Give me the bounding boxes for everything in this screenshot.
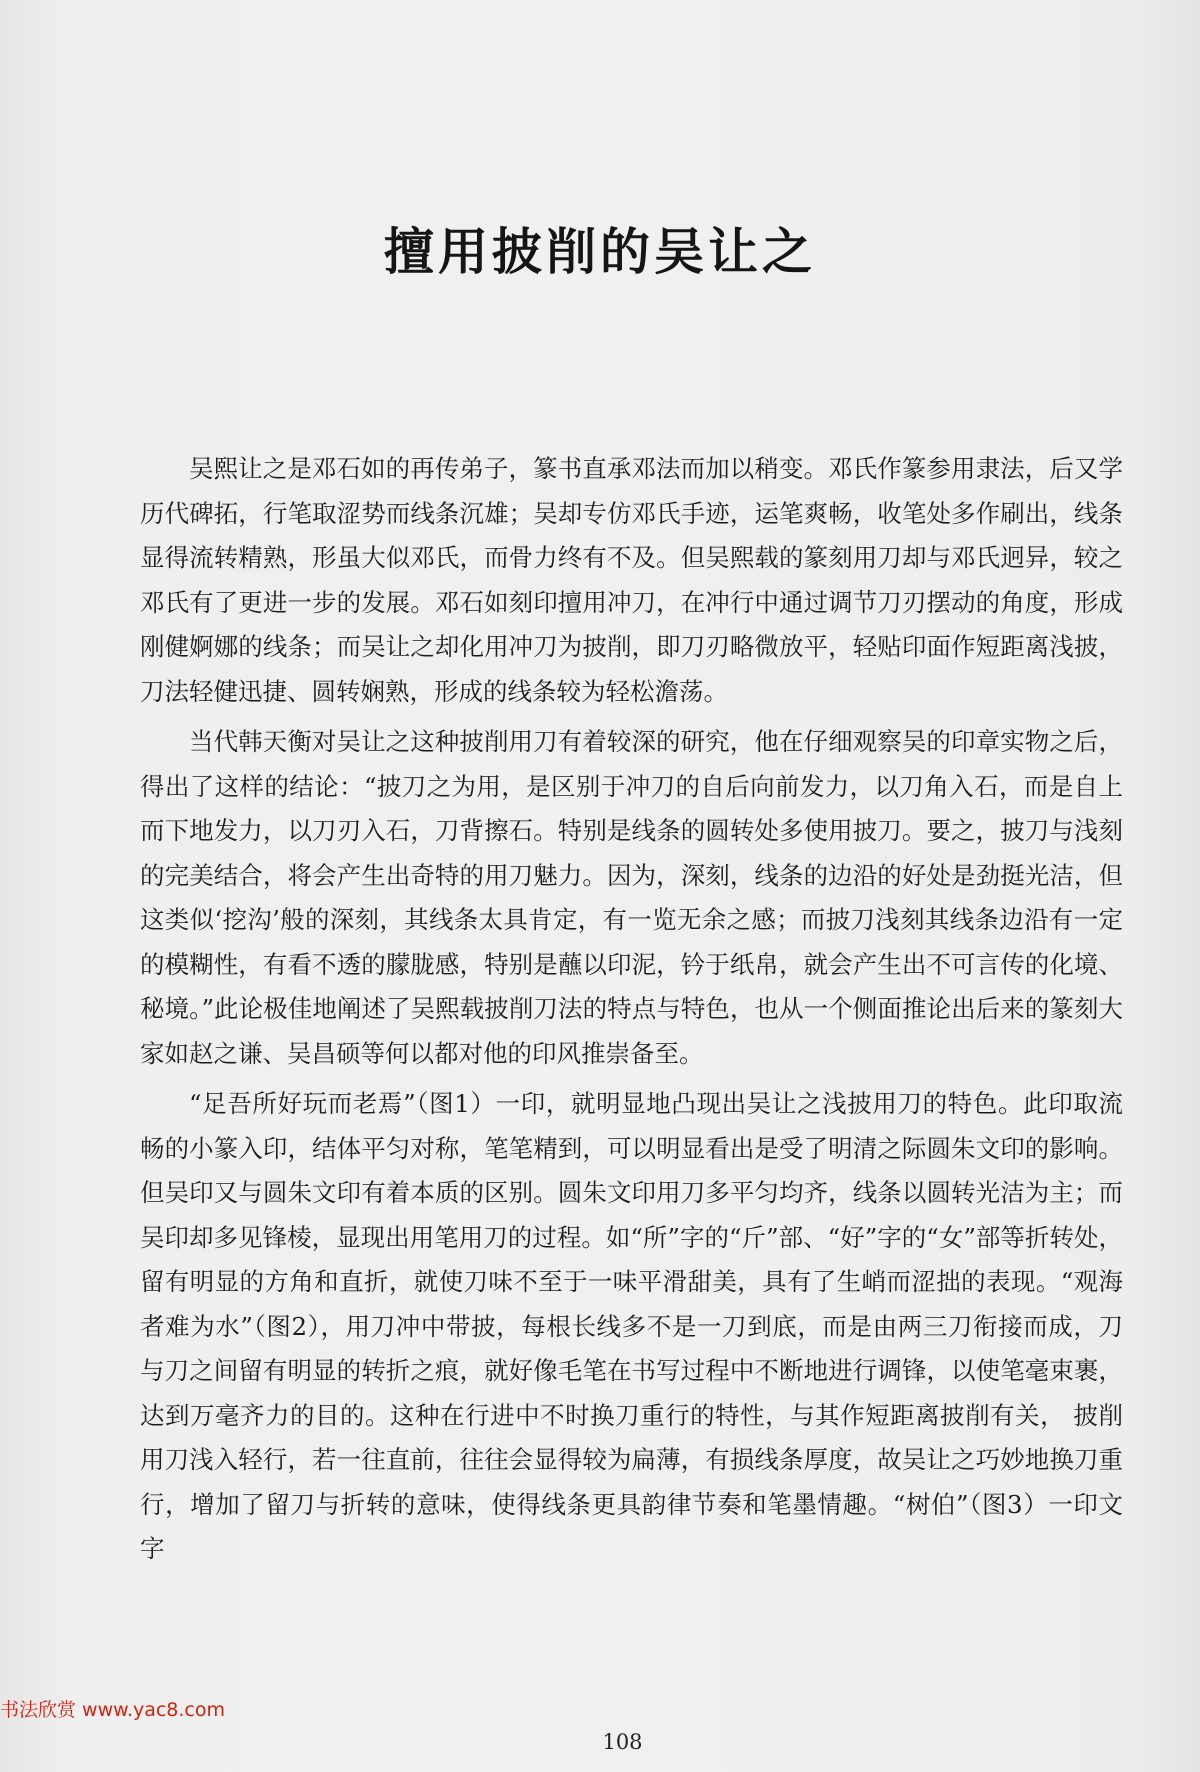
page-number: 108 xyxy=(602,1730,643,1754)
paragraph-2: 当代韩天衡对吴让之这种披削用刀有着较深的研究，他在仔细观察吴的印章实物之后，得出了这样的结论：“披刀之为用，是区别于冲刀的自后向前发力，以刀角入石，而是自上而下地发力，以刀刃入石，刀背擦石。特别是线条的圆转处多使用披刀。要之，披刀与浅刻的完美结合，将会产生出奇特的用刀魅力。因为，深刻，线条的边沿的好处是劲挺光洁，但这类似‘挖沟’般的深刻，其线条太具肯定，有一览无余之感；而披刀浅刻其线条边沿有一定的模糊性，有看不透的朦胧感，特别是蘸以印泥，钤于纸帛，就会产生出不可言传的化境、秘境。”此论极佳地阐述了吴熙载披削刀法的特点与特色，也从一个侧面推论出后来的篆刻大家如赵之谦、吴昌硕等何以都对他的印风推崇备至。 xyxy=(140,727,1123,1068)
site-watermark: 书法欣赏 www.yac8.com xyxy=(0,1699,225,1721)
article-body xyxy=(140,447,1123,1578)
paragraph-1: 吴熙让之是邓石如的再传弟子，篆书直承邓法而加以稍变。邓氏作篆参用隶法，后又学历代碑拓，行笔取涩势而线条沉雄；吴却专仿邓氏手迹，运笔爽畅，收笔处多作刷出，线条显得流转精熟，形虽大似邓氏，而骨力终有不及。但吴熙载的篆刻用刀却与邓氏迥异，较之邓氏有了更进一步的发展。邓石如刻印擅用冲刀，在冲行中通过调节刀刃摆动的角度，形成刚健婀娜的线条；而吴让之却化用冲刀为披削，即刀刃略微放平，轻贴印面作短距离浅披，刀法轻健迅捷、圆转娴熟，形成的线条较为轻松澹荡。 xyxy=(140,454,1123,706)
article-title: 擅用披削的吴让之 xyxy=(384,222,816,281)
paragraph-3: “足吾所好玩而老焉”（图1）一印，就明显地凸现出吴让之浅披用刀的特色。此印取流畅的小篆入印，结体平匀对称，笔笔精到，可以明显看出是受了明清之际圆朱文印的影响。但吴印又与圆朱文印有着本质的区别。圆朱文印用刀多平匀均齐，线条以圆转光洁为主；而吴印却多见锋棱，显现出用笔用刀的过程。如“所”字的“斤”部、“好”字的“女”部等折转处，留有明显的方角和直折，就使刀味不至于一味平滑甜美，具有了生峭而涩拙的表现。“观海者难为水”（图2），用刀冲中带披，每根长线多不是一刀到底，而是由两三刀衔接而成，刀与刀之间留有明显的转折之痕，就好像毛笔在书写过程中不断地进行调锋，以使笔毫束裹，达到万毫齐力的目的。这种在行进中不时换刀重行的特性，与其作短距离披削有关， 披削用刀浅入轻行，若一往直前，往往会显得较为扁薄，有损线条厚度，故吴让之巧妙地换刀重行，增加了留刀与折转的意味，使得线条更具韵律节奏和笔墨情趣。“树伯”（图3）一印文字 xyxy=(140,1089,1123,1563)
